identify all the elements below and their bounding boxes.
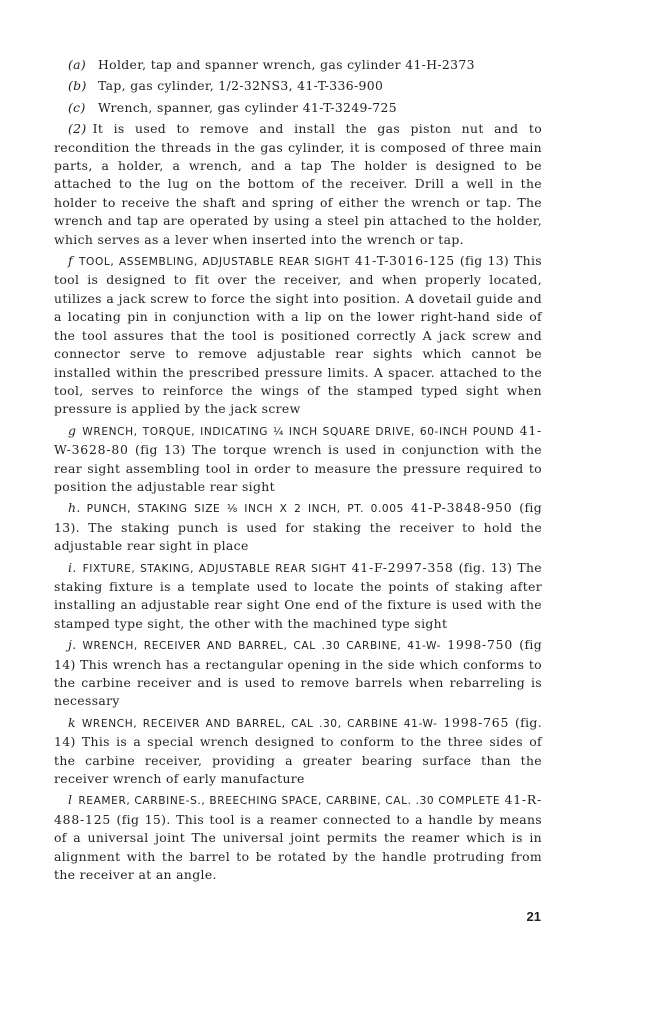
paragraph-text: (fig. 13) The staking fixture is a template used to locate the points of staking after installing an adjustable rear sight One end of the fixture is used with the stamped type sight, the other with the machined type sight bbox=[54, 559, 542, 631]
part-number: 41-T-3016-125 bbox=[354, 253, 455, 269]
paragraph bbox=[54, 422, 542, 497]
list-marker: (b) bbox=[68, 78, 87, 94]
paragraph bbox=[54, 499, 542, 555]
paragraph bbox=[54, 714, 542, 789]
paragraph-marker: i. bbox=[68, 559, 77, 575]
part-number: 41-F-2997-358 bbox=[351, 559, 454, 575]
list-text: Holder, tap and spanner wrench, gas cylinder 41-H-2373 bbox=[98, 57, 475, 72]
paragraph-text: It is used to remove and install the gas piston nut and to recondition the threads in the gas cylinder, it is composed of three main parts, a holder, a wrench, and a tap The holder is designed to be attached to the lug on the bottom of the receiver. Drill a well in the holder to receive the shaft and spring of either the wrench or tap. The wrench and tap are operated by using a steel pin attached to the holder, which serves as a lever when inserted into the wrench or tap. bbox=[54, 121, 542, 247]
list-item bbox=[54, 56, 542, 74]
list-marker: (c) bbox=[68, 99, 86, 115]
list-item bbox=[54, 77, 542, 95]
paragraph bbox=[54, 559, 542, 634]
list-text: Tap, gas cylinder, 1/2-32NS3, 41-T-336-900 bbox=[98, 78, 384, 94]
paragraph-marker: h. bbox=[68, 500, 81, 516]
list-item bbox=[54, 99, 542, 117]
paragraph bbox=[54, 791, 542, 884]
part-number: 1998-750 bbox=[447, 637, 514, 653]
paragraph-marker: (2) bbox=[68, 121, 87, 137]
paragraph-text: (fig 13). The staking punch is used for staking the receiver to hold the adjustable rear sight in place bbox=[54, 500, 542, 554]
parts-list bbox=[54, 56, 542, 117]
page-body bbox=[54, 56, 542, 884]
paragraph-marker: g bbox=[68, 422, 77, 438]
paragraph-marker: f bbox=[68, 253, 73, 269]
paragraph-text: (fig 14) This wrench has a rectangular opening in the side which conforms to the carbine receiver and is used to remove barrels when rebarreling is necessary bbox=[54, 637, 542, 709]
page-number: 21 bbox=[526, 909, 541, 924]
paragraph-text: (fig 13) This tool is designed to fit over the receiver, and when properly located, utilizes a jack screw to force the sight into position. A dovetail guide and a locating pin in conjunction with a lip on the lower right-hand side of the tool assures that the tool is positioned correctly A jack screw and connector serve to remove adjustable rear sights which cannot be installed within the prescribed pressure limits. A spacer. attached to the tool, serves to reinforce the wings of the stamped typed sight when pressure is applied by the jack screw bbox=[54, 253, 542, 417]
list-text: Wrench, spanner, gas cylinder 41-T-3249-725 bbox=[98, 99, 397, 115]
paragraph-marker: k bbox=[68, 714, 76, 730]
part-number: 41-W-3628-80 bbox=[54, 422, 542, 458]
paragraph bbox=[54, 120, 542, 249]
paragraph-text: (fig 13) The torque wrench is used in conjunction with the rear sight assembling tool in order to measure the pressure required to position the adjustable rear sight bbox=[54, 442, 542, 494]
paragraph-text: (fig 15). This tool is a reamer connected to a handle by means of a universal joint The universal joint permits the reamer which is in alignment with the barrel to be rotated by the handle protruding from the receiver at an angle. bbox=[54, 811, 542, 883]
paragraph-heading: WRENCH, RECEIVER AND BARREL, CAL .30, CARBINE 41-W- bbox=[81, 717, 438, 730]
list-marker: (a) bbox=[68, 57, 87, 72]
paragraph-text: (fig. 14) This is a special wrench designed to conform to the three sides of the carbine receiver, providing a greater bearing surface than the receiver wrench of early manufacture bbox=[54, 714, 542, 787]
paragraph-marker: j. bbox=[68, 637, 77, 653]
paragraph bbox=[54, 252, 542, 419]
paragraph-heading: TOOL, ASSEMBLING, ADJUSTABLE REAR SIGHT bbox=[78, 256, 350, 269]
part-number: 1998-765 bbox=[443, 714, 510, 730]
paragraph-heading: WRENCH, TORQUE, INDICATING ¼ INCH SQUARE DRIVE, 60-INCH POUND bbox=[82, 425, 515, 438]
part-number: 41-P-3848-950 bbox=[410, 500, 513, 516]
part-number: 41-R-488-125 bbox=[54, 792, 542, 827]
paragraph-heading: PUNCH, STAKING SIZE ⅛ INCH X 2 INCH, PT. 0.005 bbox=[86, 503, 404, 516]
paragraph bbox=[54, 636, 542, 711]
paragraph-heading: REAMER, CARBINE-S., BREECHING SPACE, CARBINE, CAL. .30 COMPLETE bbox=[78, 795, 501, 808]
paragraph-heading: FIXTURE, STAKING, ADJUSTABLE REAR SIGHT bbox=[82, 562, 347, 575]
paragraph-marker: l bbox=[68, 792, 73, 808]
paragraph-heading: WRENCH, RECEIVER AND BARREL, CAL .30 CARBINE, 41-W- bbox=[82, 640, 442, 653]
